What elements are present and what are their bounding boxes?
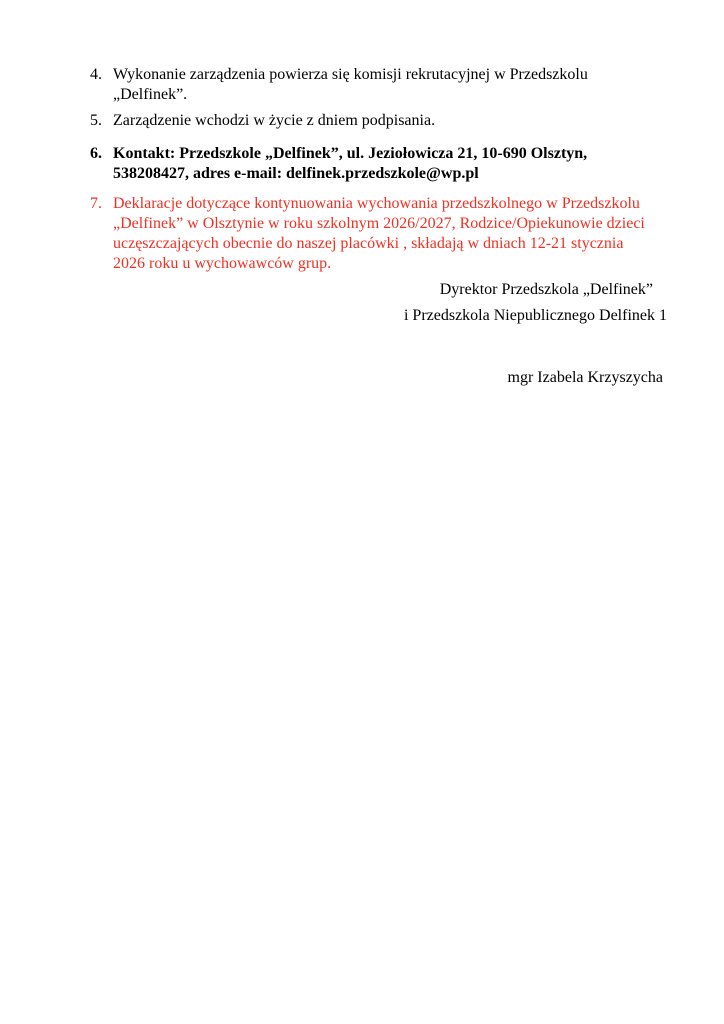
list-item-4: [90, 65, 660, 105]
list-item-7-text: Deklaracje dotyczące kontynuowania wychowania przedszkolnego w Przedszkolu „Delfinek” w Olsztynie w roku szkolnym 2026/2027, Rodzice/Opiekunowie dzieci uczęszczających obecnie do naszej placówki , składają w dniach 12-21 stycznia 2026 roku u wychowawców grup.: [113, 195, 645, 272]
list-item-7-declaration: [90, 194, 660, 274]
list-item-5-text: Zarządzenie wchodzi w życie z dniem podpisania.: [113, 112, 436, 129]
list-item-7-number: 7.: [90, 195, 102, 212]
signature-name: mgr Izabela Krzyszycha: [507, 369, 663, 386]
list-item-6-text: Kontakt: Przedszkole „Delfinek”, ul. Jeziołowicza 21, 10-690 Olsztyn, 538208427, adres e-mail: delfinek.przedszkole@wp.pl: [113, 145, 588, 182]
signature-role-line-2: i Przedszkola Niepublicznego Delfinek 1: [403, 307, 667, 324]
list-item-4-text: Wykonanie zarządzenia powierza się komisji rekrutacyjnej w Przedszkolu „Delfinek”.: [113, 66, 588, 103]
list-item-5: [90, 111, 660, 131]
list-item-5-number: 5.: [90, 112, 102, 129]
list-item-6-contact: [90, 144, 660, 184]
list-item-4-number: 4.: [90, 66, 102, 83]
list-item-6-number: 6.: [90, 145, 102, 162]
signature-role-line-1: Dyrektor Przedszkola „Delfinek”: [439, 281, 653, 298]
